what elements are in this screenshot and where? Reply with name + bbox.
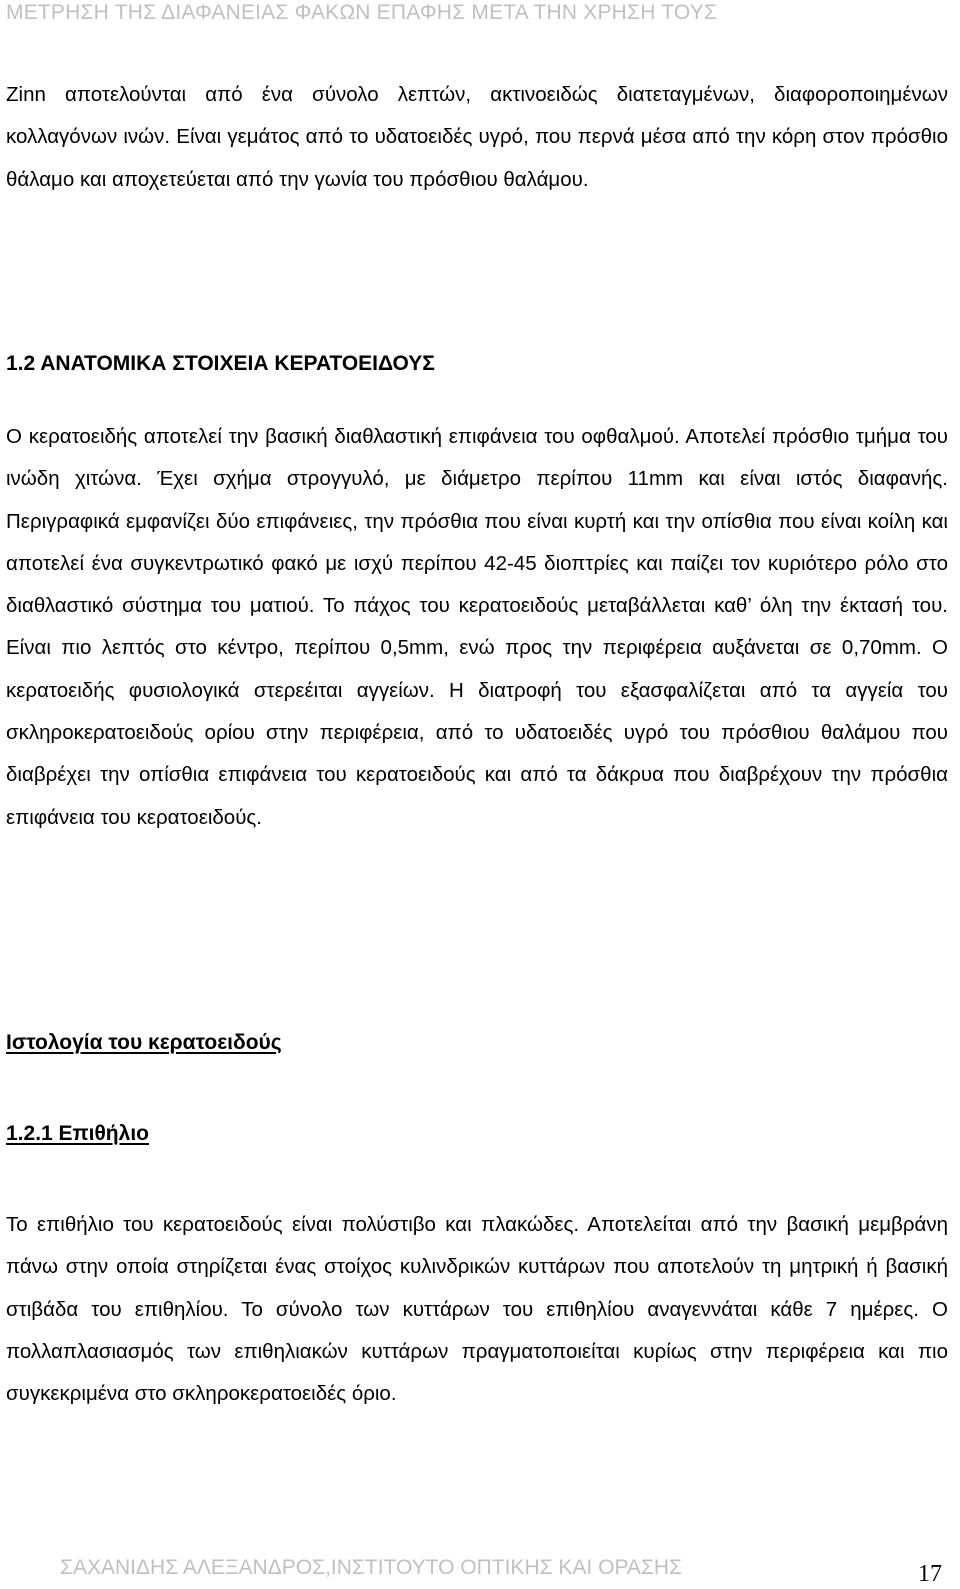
paragraph-epithelium: Το επιθήλιο του κερατοειδούς είναι πολύστιβο και πλακώδες. Αποτελείται από την βασική μεμβράνη πάνω στην οποία στηρίζεται ένας στοίχος κυλινδρικών κυττάρων που αποτελούν τη μητρική ή βασική στιβάδα του επιθηλίου. Το σύνολο των κυττάρων του επιθηλίου αναγεννάται κάθε 7 ημέρες. Ο πολλαπλασιασμός των επιθηλιακών κυττάρων πραγματοποιείται κυρίως στην περιφέρεια και πιο συγκεκριμένα στο σκληροκερατοειδές όριο.: [6, 1213, 948, 1406]
paragraph-zinn: Zinn αποτελούνται από ένα σύνολο λεπτών, ακτινοειδώς διατεταγμένων, διαφοροποιημένων κολλαγόνων ινών. Είναι γεμάτος από το υδατοειδές υγρό, που περνά μέσα από την κόρη στον πρόσθιο θάλαμο και αποχετεύεται από την γωνία του πρόσθιου θαλάμου.: [6, 83, 948, 191]
section-heading: 1.2 ΑΝΑΤΟΜΙΚΑ ΣΤΟΙΧΕΙΑ ΚΕΡΑΤΟΕΙΔΟΥΣ: [6, 352, 435, 375]
histology-heading: Ιστολογία του κερατοειδούς: [6, 1031, 282, 1054]
subsection-heading: 1.2.1 Επιθήλιο: [6, 1122, 149, 1145]
running-footer: ΣΑΧΑΝΙΔΗΣ ΑΛΕΞΑΝΔΡΟΣ,ΙΝΣΤΙΤΟΥΤΟ ΟΠΤΙΚΗΣ ΚΑΙ ΟΡΑΣΗΣ: [60, 1556, 683, 1579]
running-header: ΜΕΤΡΗΣΗ ΤΗΣ ΔΙΑΦΑΝΕΙΑΣ ΦΑΚΩΝ ΕΠΑΦΗΣ ΜΕΤΑ ΤΗΝ ΧΡΗΣΗ ΤΟΥΣ: [6, 1, 718, 24]
page-number: 17: [918, 1561, 942, 1587]
paragraph-cornea: Ο κερατοειδής αποτελεί την βασική διαθλαστική επιφάνεια του οφθαλμού. Αποτελεί πρόσθιο τμήμα του ινώδη χιτώνα. Έχει σχήμα στρογγυλό, με διάμετρο περίπου 11mm και είναι ιστός διαφανής. Περιγραφικά εμφανίζει δύο επιφάνειες, την πρόσθια που είναι κυρτή και την οπίσθια που είναι κοίλη και αποτελεί ένα συγκεντρωτικό φακό με ισχύ περίπου 42-45 διοπτρίες και παίζει τον κυριότερο ρόλο στο διαθλαστικό σύστημα του ματιού. Το πάχος του κερατοειδούς μεταβάλλεται καθ’ όλη την έκτασή του. Είναι πιο λεπτός στο κέντρο, περίπου 0,5mm, ενώ προς την περιφέρεια αυξάνεται σε 0,70mm. Ο κερατοειδής φυσιολογικά στερεέιται αγγείων. Η διατροφή του εξασφαλίζεται από τα αγγεία του σκληροκερατοειδούς ορίου στην περιφέρεια, από το υδατοειδές υγρό του πρόσθιου θαλάμου που διαβρέχει την οπίσθια επιφάνεια του κερατοειδούς και από τα δάκρυα που διαβρέχουν την πρόσθια επιφάνεια του κερατοειδούς.: [6, 425, 948, 829]
